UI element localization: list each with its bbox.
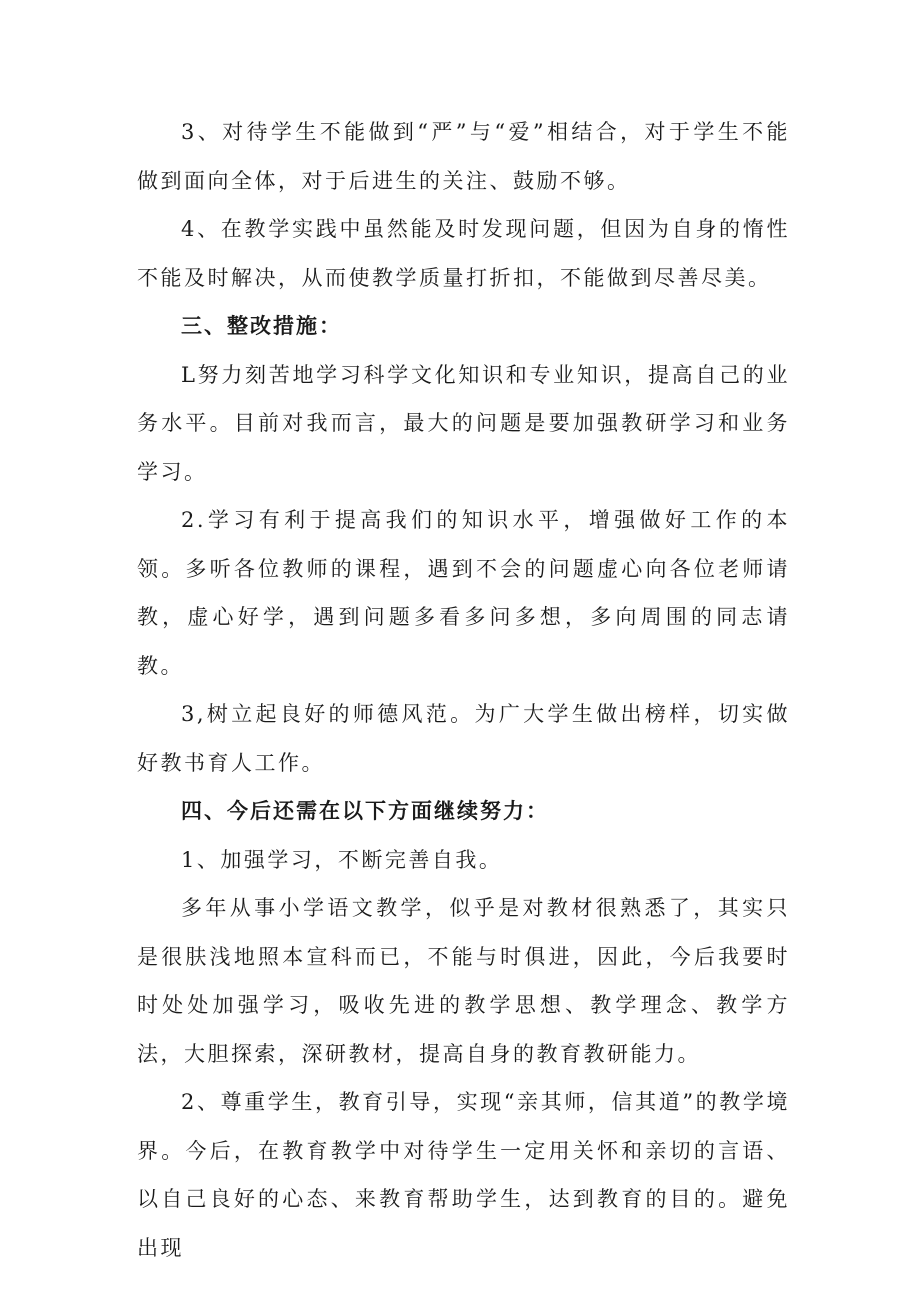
section-heading-rectification: 三、整改措施： <box>181 314 342 338</box>
paragraph-effort-1-title: 1、加强学习，不断完善自我。 <box>181 847 503 872</box>
paragraph-effort-1-body: 多年从事小学语文教学，似乎是对教材很熟悉了，其实只是很肤浅地照本宣科而已，不能与时俱进，因此，今后我要时时处处加强学习，吸收先进的教学思想、教学理念、教学方法，大胆探索，深研教材，提高自身的教育教研能力。 <box>137 896 790 1066</box>
paragraph-effort-2: 2、尊重学生，教育引导，实现“亲其师，信其道”的教学境界。今后，在教育教学中对待学生一定用关怀和亲切的言语、以自己良好的心态、来教育帮助学生，达到教育的目的。避免出现 <box>137 1090 790 1260</box>
paragraph-item-3: 3、对待学生不能做到“严”与“爱”相结合，对于学生不能做到面向全体，对于后进生的关注、鼓励不够。 <box>137 120 790 193</box>
document-body <box>137 108 790 1272</box>
paragraph-measure-1: L努力刻苦地学习科学文化知识和专业知识，提高自己的业务水平。目前对我而言，最大的问题是要加强教研学习和业务学习。 <box>137 362 790 484</box>
paragraph-measure-3: 3,树立起良好的师德风范。为广大学生做出榜样，切实做好教书育人工作。 <box>137 702 790 775</box>
section-heading-future-efforts: 四、今后还需在以下方面继续努力： <box>181 799 549 823</box>
paragraph-measure-2: 2.学习有利于提高我们的知识水平，增强做好工作的本领。多听各位教师的课程，遇到不会的问题虚心向各位老师请教，虚心好学，遇到问题多看多问多想，多向周围的同志请教。 <box>137 508 790 678</box>
paragraph-item-4: 4、在教学实践中虽然能及时发现问题，但因为自身的惰性不能及时解决，从而使教学质量打折扣，不能做到尽善尽美。 <box>137 217 790 290</box>
